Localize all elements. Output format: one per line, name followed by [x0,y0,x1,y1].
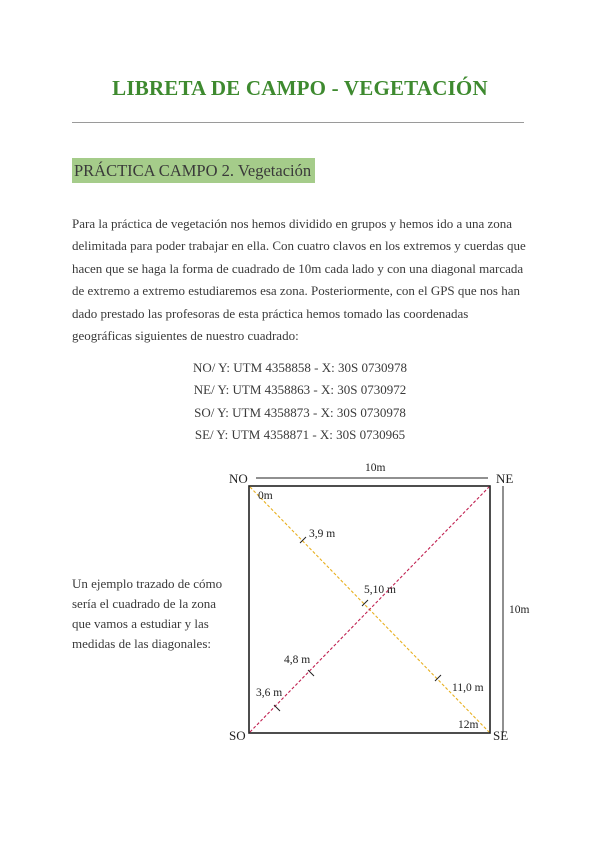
right-side-label: 10m [509,604,530,616]
corner-label-no: NO [229,471,248,486]
corner-label-se: SE [493,728,509,743]
tick-mark [308,670,314,676]
diagonal-label-d1: 3,9 m [309,528,336,540]
diagonal-label-d3: 11,0 m [452,682,484,694]
intro-paragraph: Para la práctica de vegetación nos hemos dividido en grupos y hemos ido a una zona delimitada para poder trabajar en ella. Con cuatro clavos en los extremos y cuerdas que hacen que se haga la forma de cuadrado de 10m cada lado y con una diagonal marcada de extremo a extremo estudiaremos esa zona. Posteriormente, con el GPS que nos han dado prestado las profesoras de esta práctica hemos tomado las coordenadas geográficas siguientes de nuestro cuadrado: [72,216,526,344]
top-side-label: 10m [365,462,386,474]
tick-mark [274,705,280,711]
section-heading: PRÁCTICA CAMPO 2. Vegetación [72,158,315,183]
coordinate-so: SO/ Y: UTM 4358873 - X: 30S 0730978 [194,404,406,420]
coordinate-no: NO/ Y: UTM 4358858 - X: 30S 0730978 [193,360,407,375]
diagram-caption: Un ejemplo trazado de cómo sería el cuadrado de la zona que vamos a estudiar y las medidas de las diagonales: [72,576,223,651]
diagonal-label-start: 0m [258,490,273,502]
diagonal-label-end: 12m [458,719,479,731]
diagonal-label-center: 5,10 m [364,584,396,596]
corner-label-so: SO [229,728,246,743]
diagonal-label-d4: 3,6 m [256,687,283,699]
page-title: LIBRETA DE CAMPO - VEGETACIÓN [112,76,488,100]
diagonal-label-d2: 4,8 m [284,654,311,666]
coordinate-ne: NE/ Y: UTM 4358863 - X: 30S 0730972 [193,382,407,398]
coordinate-se: SE/ Y: UTM 4358871 - X: 30S 0730965 [194,426,406,442]
corner-label-ne: NE [496,471,514,486]
